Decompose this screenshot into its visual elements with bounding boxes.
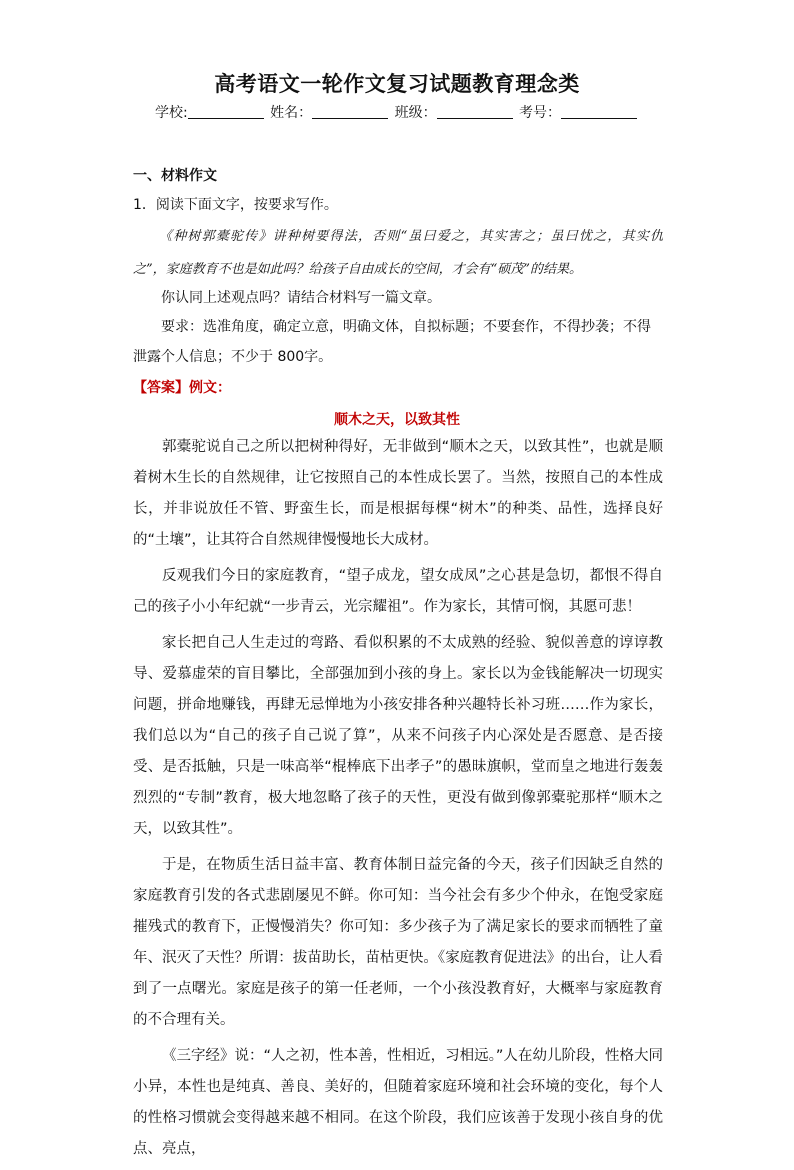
name-label: 姓名： bbox=[270, 105, 313, 121]
essay-paragraph: 于是，在物质生活日益丰富、教育体制日益完备的今天，孩子们因缺乏自然的家庭教育引发的各式悲剧屡见不鲜。你可知：当今社会有多少个仲永，在饱受家庭摧残式的教育下，正慢慢消失？你可知：多少孩子为了满足家长的要求而牺牲了童年、泯灭了天性？所谓：拔苗助长，苗枯更快。《家庭教育促进法》的出台，让人看到了一点曙光。家庭是孩子的第一任老师，一个小孩没教育好，大概率与家庭教育的不合理有关。 bbox=[133, 857, 663, 1028]
exam-number-label: 考号： bbox=[519, 105, 562, 121]
question-instruction: 1．阅读下面文字，按要求写作。 bbox=[133, 197, 338, 213]
essay-paragraph: 反观我们今日的家庭教育，“望子成龙，望女成凤”之心甚是急切，都恨不得自己的孩子小小年纪就“一步青云，光宗耀祖”。作为家长，其情可悯，其愿可悲！ bbox=[133, 568, 663, 615]
essay-body bbox=[133, 432, 663, 1170]
section-heading: 一、材料作文 bbox=[133, 168, 217, 184]
material-line: 《种树郭橐驼传》讲种树要得法，否则“虽曰爱之，其实害之；虽曰忧之，其实仇 bbox=[159, 229, 663, 244]
exam-number-blank[interactable] bbox=[561, 104, 637, 119]
page-title: 高考语文一轮作文复习试题教育理念类 bbox=[214, 71, 580, 96]
material-line: 之”，家庭教育不也是如此吗？给孩子自由成长的空间，才会有“硕茂”的结果。 bbox=[133, 262, 582, 277]
school-label: 学校: bbox=[154, 105, 188, 121]
requirements-text: 要求：选准角度，确定立意，明确文体，自拟标题；不要套作，不得抄袭；不得泄露个人信息；不少于 800字。 bbox=[133, 319, 651, 365]
essay-paragraph: 郭橐驼说自己之所以把树种得好，无非做到“顺木之天，以致其性”，也就是顺着树木生长的自然规律，让它按照自己的本性成长罢了。当然，按照自己的本性成长，并非说放任不管、野蛮生长，而是根据每棵“树木”的种类、品性，选择良好的“土壤”，让其符合自然规律慢慢地长大成材。 bbox=[133, 439, 663, 548]
writing-requirements bbox=[133, 312, 663, 372]
class-blank[interactable] bbox=[437, 104, 513, 119]
essay-title: 顺木之天，以致其性 bbox=[334, 412, 460, 428]
writing-prompt bbox=[133, 283, 663, 313]
prompt-text: 你认同上述观点吗？请结合材料写一篇文章。 bbox=[161, 290, 441, 306]
material-text bbox=[133, 220, 663, 286]
essay-paragraph: 家长把自己人生走过的弯路、看似积累的不太成熟的经验、貌似善意的谆谆教导、爱慕虚荣的盲目攀比，全部强加到小孩的身上。家长以为金钱能解决一切现实问题，拼命地赚钱，再肆无忌惮地为小孩安排各种兴趣特长补习班……作为家长，我们总以为“自己的孩子自己说了算”，从来不问孩子内心深处是否愿意、是否接受、是否抵触，只是一味高举“棍棒底下出孝子”的愚昧旗帜，堂而皇之地进行轰轰烈烈的“专制”教育，极大地忽略了孩子的天性，更没有做到像郭橐驼那样“顺木之天，以致其性”。 bbox=[133, 635, 663, 837]
answer-label: 【答案】例文： bbox=[133, 380, 231, 396]
name-blank[interactable] bbox=[312, 104, 388, 119]
student-info-line bbox=[0, 102, 794, 122]
class-label: 班级： bbox=[394, 105, 437, 121]
school-blank[interactable] bbox=[188, 104, 264, 119]
essay-paragraph: 《三字经》说：“人之初，性本善，性相近，习相远。”人在幼儿阶段，性格大同小异，本性也是纯真、善良、美好的，但随着家庭环境和社会环境的变化，每个人的性格习惯就会变得越来越不相同。在这个阶段，我们应该善于发现小孩自身的优点、亮点， bbox=[133, 1048, 663, 1157]
